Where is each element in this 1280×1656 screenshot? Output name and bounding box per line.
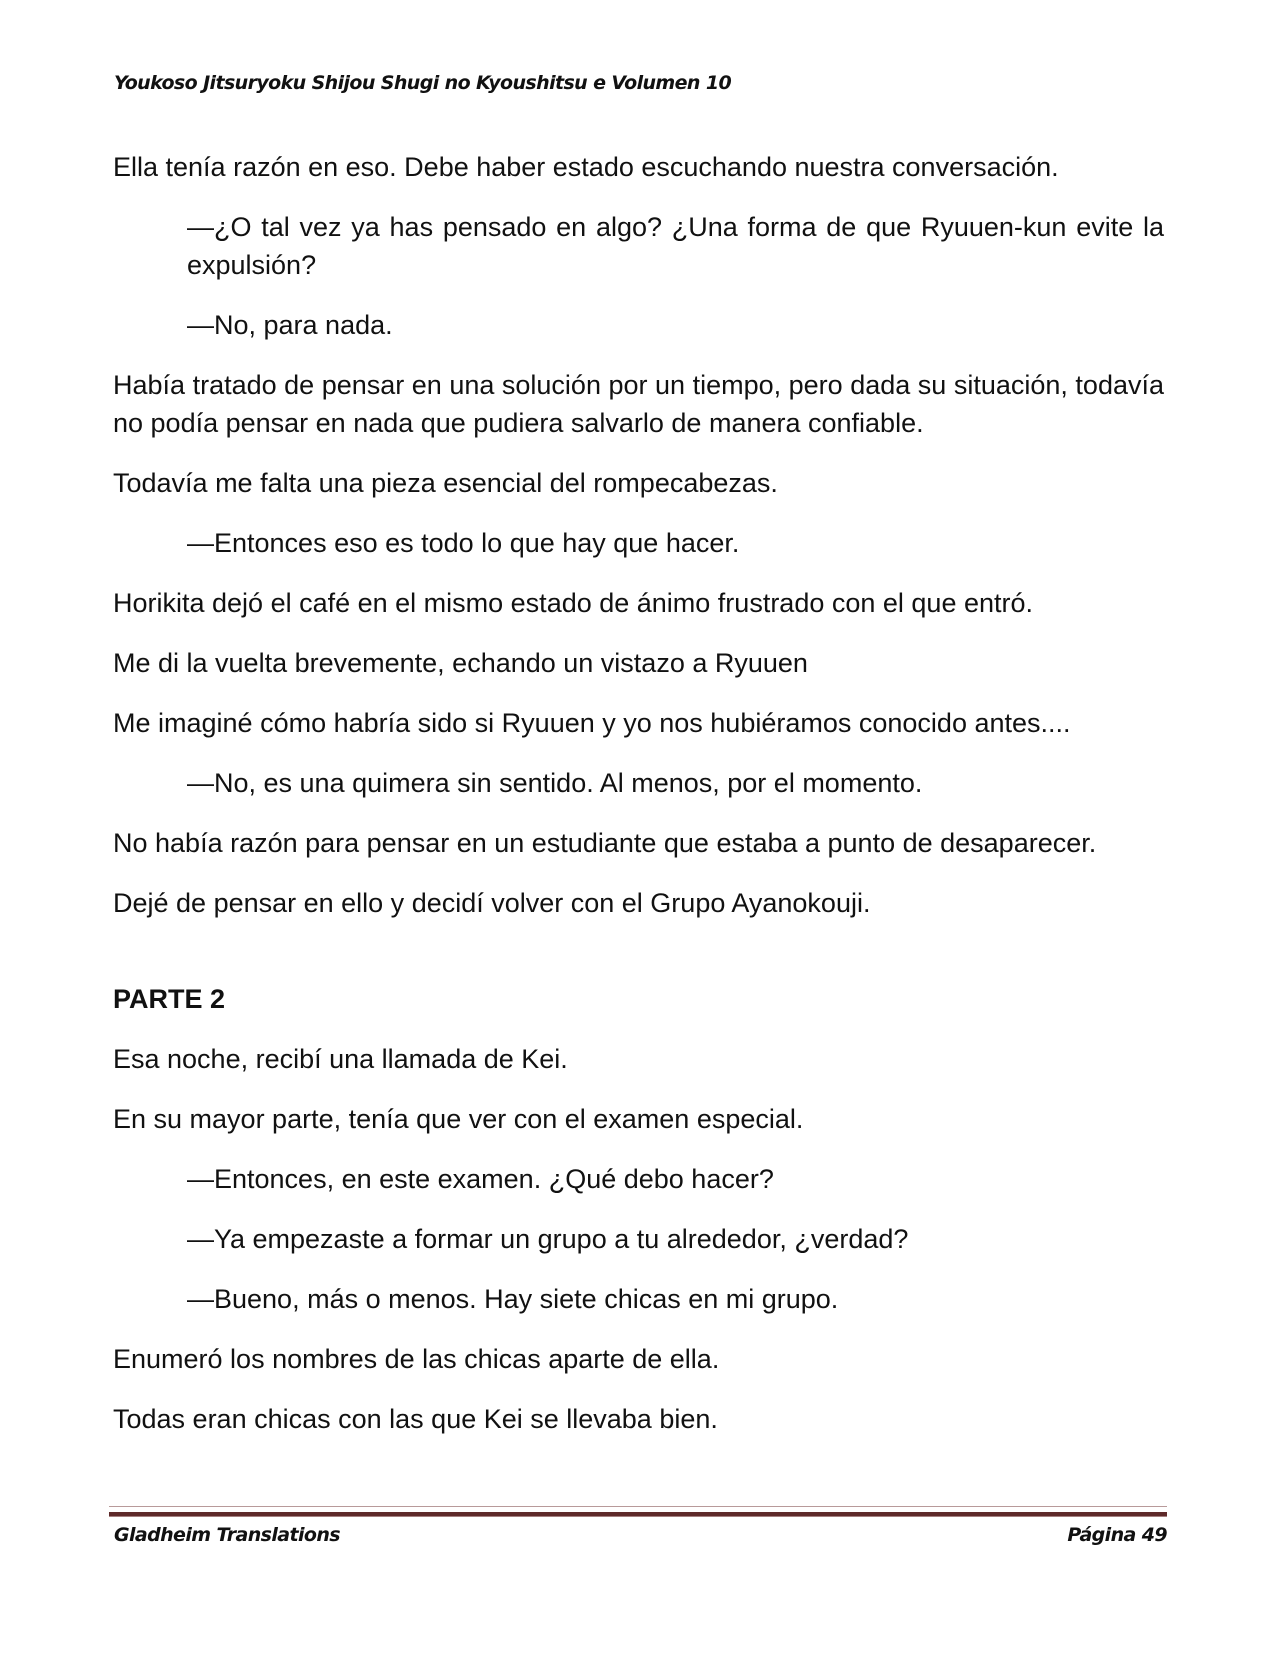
paragraph: Había tratado de pensar en una solución por un tiempo, pero dada su situación, todavía no podía pensar en nada que pudiera salvarlo de manera confiable. [113, 370, 1164, 438]
section-heading: PARTE 2 [113, 984, 226, 1014]
paragraph: Enumeró los nombres de las chicas aparte de ella. [113, 1344, 720, 1374]
paragraph: Horikita dejó el café en el mismo estado de ánimo frustrado con el que entró. [113, 588, 1034, 618]
dialogue-paragraph: —No, es una quimera sin sentido. Al menos, por el momento. [187, 768, 923, 798]
dialogue-paragraph: —Ya empezaste a formar un grupo a tu alrededor, ¿verdad? [187, 1224, 909, 1254]
page-body [113, 148, 1164, 1460]
running-header: Youkoso Jitsuryoku Shijou Shugi no Kyoushitsu e Volumen 10 [114, 72, 732, 94]
paragraph: Ella tenía razón en eso. Debe haber estado escuchando nuestra conversación. [113, 152, 1059, 182]
paragraph: Todas eran chicas con las que Kei se llevaba bien. [113, 1404, 718, 1434]
footer-publisher: Gladheim Translations [114, 1524, 340, 1546]
paragraph: Todavía me falta una pieza esencial del rompecabezas. [113, 468, 778, 498]
paragraph-group-2 [113, 1040, 1164, 1438]
dialogue-paragraph: —Bueno, más o menos. Hay siete chicas en mi grupo. [187, 1284, 839, 1314]
paragraph: Me di la vuelta brevemente, echando un vistazo a Ryuuen [113, 648, 808, 678]
dialogue-paragraph: —No, para nada. [187, 310, 393, 340]
dialogue-paragraph: —Entonces, en este examen. ¿Qué debo hacer? [187, 1164, 774, 1194]
paragraph: Me imaginé cómo habría sido si Ryuuen y yo nos hubiéramos conocido antes.... [113, 708, 1071, 738]
paragraph: En su mayor parte, tenía que ver con el examen especial. [113, 1104, 804, 1134]
footer-rule [109, 1512, 1167, 1517]
paragraph-group-1 [113, 148, 1164, 922]
dialogue-paragraph: —Entonces eso es todo lo que hay que hacer. [187, 528, 740, 558]
paragraph: Esa noche, recibí una llamada de Kei. [113, 1044, 568, 1074]
paragraph: No había razón para pensar en un estudiante que estaba a punto de desaparecer. [113, 828, 1097, 858]
footer-page-number: Página 49 [1067, 1524, 1167, 1546]
paragraph: Dejé de pensar en ello y decidí volver con el Grupo Ayanokouji. [113, 888, 871, 918]
footer-rule-thin [109, 1506, 1167, 1507]
dialogue-paragraph: —¿O tal vez ya has pensado en algo? ¿Una forma de que Ryuuen-kun evite la expulsión? [187, 212, 1164, 280]
